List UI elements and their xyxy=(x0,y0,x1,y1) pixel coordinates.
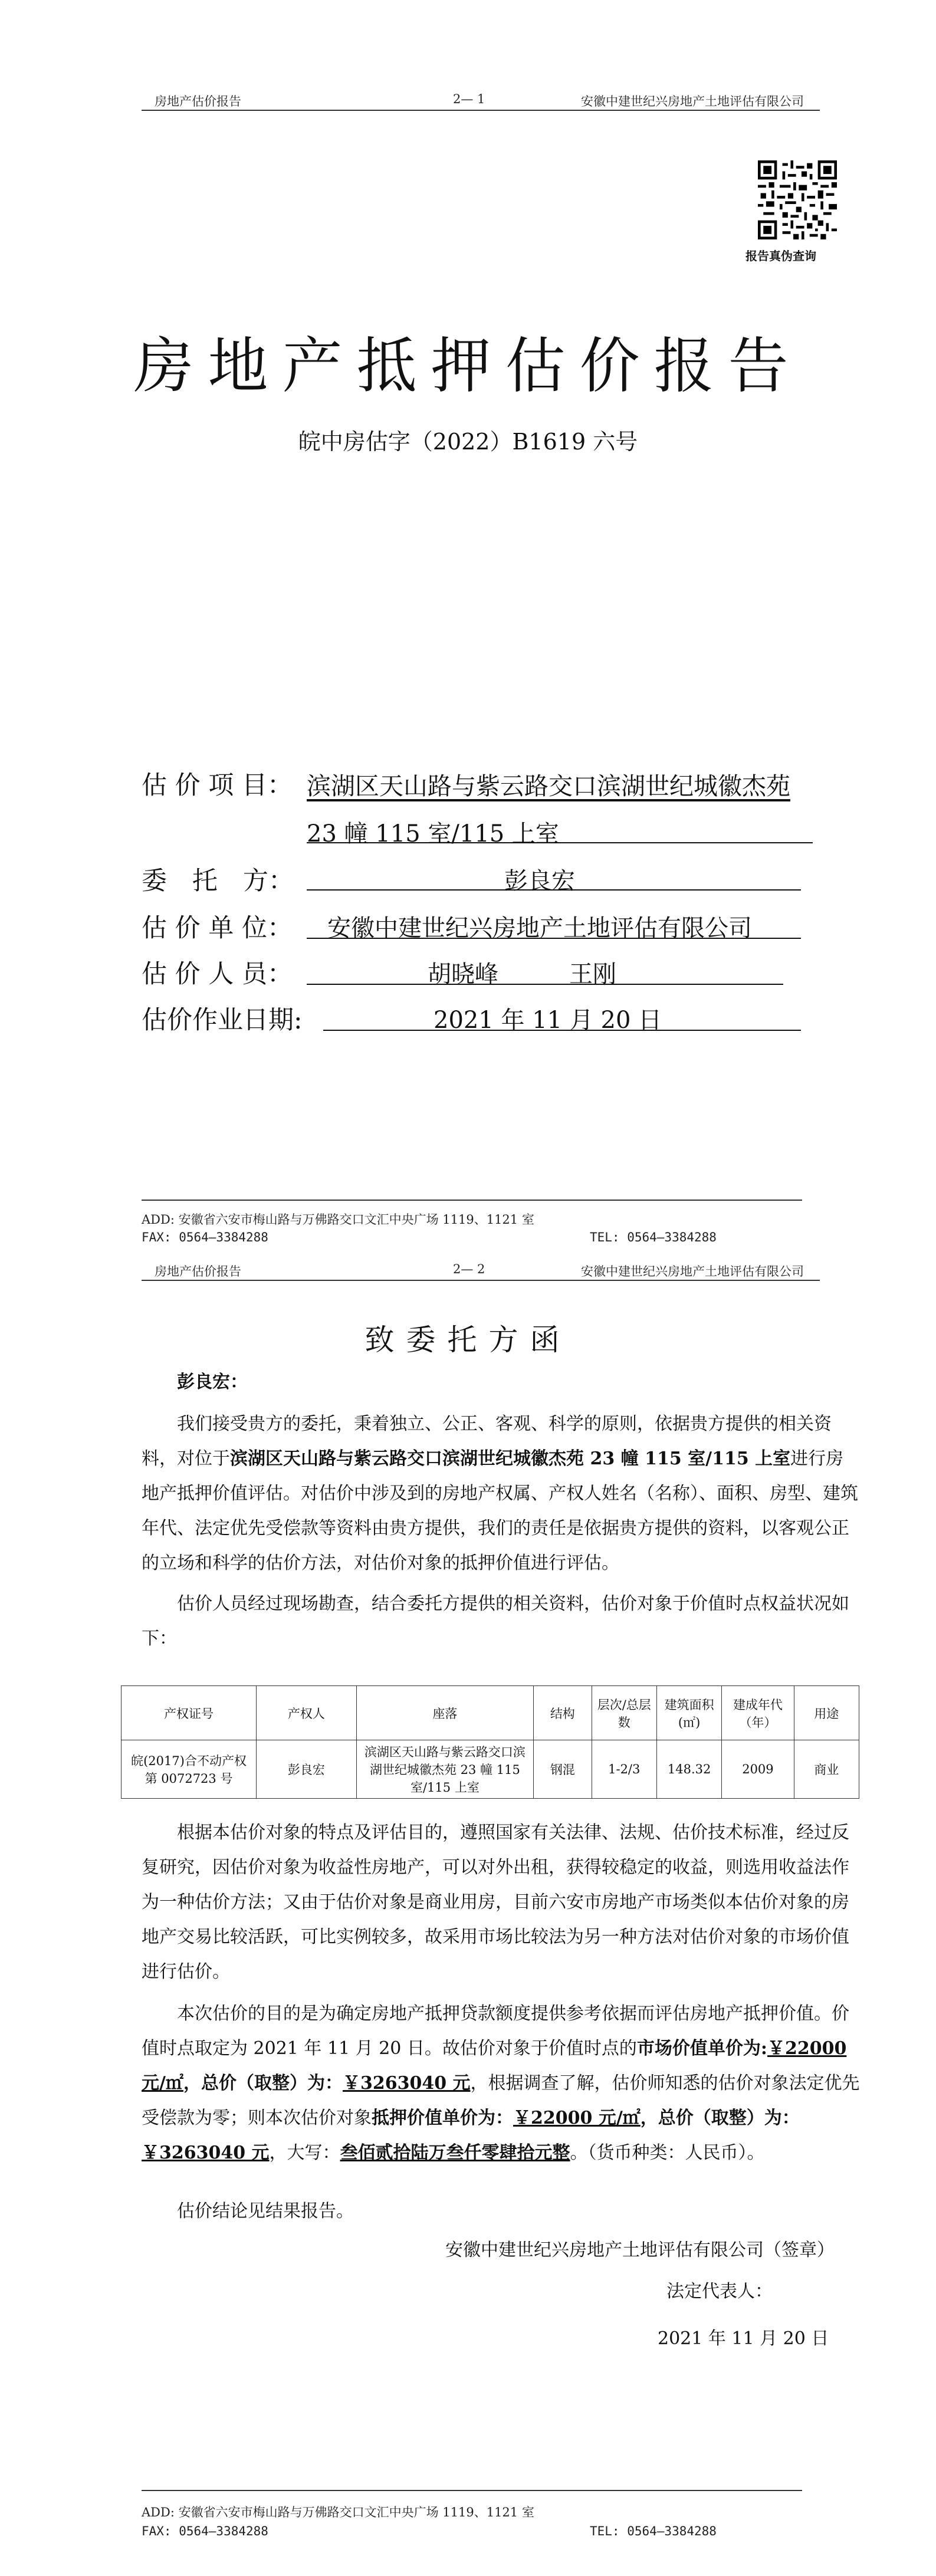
footer-tel: TEL: 0564—3384288 xyxy=(590,1230,717,1244)
signature-date: 2021 年 11 月 20 日 xyxy=(658,2328,829,2349)
appraiser-unit-value: 安徽中建世纪兴房地产土地评估有限公司 xyxy=(327,915,752,942)
mortgage-total-label: ，总价（取整）为： xyxy=(640,2108,800,2128)
table-header-cell: 层次/总层数 xyxy=(592,1686,656,1740)
project-label: 估 价 项 目： xyxy=(142,771,293,800)
market-total-value: ￥3263040 元 xyxy=(342,2073,471,2094)
header-right: 安徽中建世纪兴房地产土地评估有限公司 xyxy=(581,1264,804,1279)
letter-title: 致委托方函 xyxy=(364,1323,572,1357)
report-title: 房地产抵押估价报告 xyxy=(133,331,803,402)
salutation: 彭良宏： xyxy=(177,1372,248,1392)
mortgage-unit-price-value: ￥22000 元/㎡ xyxy=(513,2108,641,2128)
market-total-label: ，总价（取整）为： xyxy=(183,2073,343,2094)
header-divider xyxy=(142,110,820,111)
market-unit-price-value: ￥22000 元/㎡ xyxy=(142,2038,847,2094)
amount-in-words-label: ，大写： xyxy=(269,2143,340,2163)
document-number: 皖中房估字（2022）B1619 六号 xyxy=(298,429,638,455)
project-underline xyxy=(307,842,813,843)
footer-tel: TEL: 0564—3384288 xyxy=(590,2524,717,2538)
para1-property-address: 滨湖区天山路与紫云路交口滨湖世纪城徽杰苑 23 幢 115 室/115 上室 xyxy=(230,1448,791,1469)
table-cell: 钢混 xyxy=(534,1740,592,1799)
header-page-number: 2— 1 xyxy=(453,92,485,106)
appraisers-value: 胡晓峰 王刚 xyxy=(428,961,616,988)
header-left: 房地产估价报告 xyxy=(155,94,241,109)
footer-divider xyxy=(142,2490,802,2491)
header-right: 安徽中建世纪兴房地产土地评估有限公司 xyxy=(581,94,804,109)
paragraph-3 xyxy=(142,1815,861,1989)
table-cell: 2009 xyxy=(722,1740,794,1799)
appraisers-underline xyxy=(307,984,783,985)
para2-text: 估价人员经过现场勘查，结合委托方提供的相关资料，估价对象于价值时点权益状况如下： xyxy=(142,1593,849,1649)
footer-fax: FAX: 0564—3384288 xyxy=(142,1230,268,1244)
para5-text: 估价结论见结果报告。 xyxy=(177,2201,354,2222)
table-cell: 皖(2017)合不动产权第 0072723 号 xyxy=(121,1740,257,1799)
signature-company: 安徽中建世纪兴房地产土地评估有限公司（签章） xyxy=(445,2240,835,2260)
market-unit-price-label: 市场价值单价为: xyxy=(636,2038,767,2059)
legal-representative-label: 法定代表人： xyxy=(666,2281,773,2302)
table-header-cell: 建成年代（年） xyxy=(722,1686,794,1740)
table-cell: 商业 xyxy=(794,1740,859,1799)
appraiser-unit-underline xyxy=(307,938,801,939)
mortgage-total-value: ￥3263040 元 xyxy=(142,2143,270,2163)
paragraph-4 xyxy=(142,1996,861,2170)
table-cell: 彭良宏 xyxy=(257,1740,357,1799)
footer-address: ADD: 安徽省六安市梅山路与万佛路交口文汇中央广场 1119、1121 室 xyxy=(142,2505,534,2519)
para4-middle: ，根据调查了解，估价师知悉的估价对象法定优先受偿款为零；则本次估价对象 xyxy=(142,2073,860,2128)
table-header-cell: 结构 xyxy=(534,1686,592,1740)
paragraph-2 xyxy=(142,1586,861,1656)
work-date-label: 估价作业日期: xyxy=(142,1006,303,1035)
paragraph-5 xyxy=(142,2194,861,2229)
header-page-number: 2— 2 xyxy=(453,1262,485,1276)
header-left: 房地产估价报告 xyxy=(155,1264,241,1279)
qr-code-icon[interactable] xyxy=(758,160,837,239)
table-header-cell: 产权人 xyxy=(257,1686,357,1740)
table-header-row xyxy=(121,1686,859,1740)
mortgage-unit-price-label: 抵押价值单价为： xyxy=(372,2108,513,2128)
work-date-value: 2021 年 11 月 20 日 xyxy=(433,1007,662,1034)
currency-note: 。（货币种类：人民币）。 xyxy=(570,2143,765,2163)
footer-address: ADD: 安徽省六安市梅山路与万佛路交口文汇中央广场 1119、1121 室 xyxy=(142,1213,534,1227)
table-header-cell: 座落 xyxy=(356,1686,533,1740)
client-underline xyxy=(307,889,801,891)
table-header-cell: 产权证号 xyxy=(121,1686,257,1740)
appraiser-unit-label: 估 价 单 位： xyxy=(142,914,293,943)
client-value: 彭良宏 xyxy=(504,868,575,895)
para3-text: 根据本估价对象的特点及评估目的，遵照国家有关法律、法规、估价技术标准，经过反复研究，因估价对象为收益性房地产，可以对外出租，获得较稳定的收益，则选用收益法作为一种估价方法；又由于估价对象是商业用房，目前六安市房地产市场类似本估价对象的房地产交易比较活跃，可比实例较多，故采用市场比较法为另一种方法对估价对象的市场价值进行估价。 xyxy=(142,1822,849,1982)
appraisers-label: 估 价 人 员： xyxy=(142,960,293,989)
client-label: 委 托 方： xyxy=(142,866,294,896)
table-cell: 滨湖区天山路与紫云路交口滨湖世纪城徽杰苑 23 幢 115 室/115 上室 xyxy=(356,1740,533,1799)
header-divider xyxy=(142,1280,820,1281)
table-header-cell: 用途 xyxy=(794,1686,859,1740)
project-value-line1: 滨湖区天山路与紫云路交口滨湖世纪城徽杰苑 xyxy=(307,772,790,800)
work-date-underline xyxy=(323,1030,801,1031)
paragraph-1 xyxy=(142,1407,861,1581)
table-cell: 148.32 xyxy=(656,1740,721,1799)
table-cell: 1-2/3 xyxy=(592,1740,656,1799)
para1-body: 进行房地产抵押价值评估。对估价中涉及到的房地产权属、产权人姓名（名称）、面积、房型、建筑年代、法定优先受偿款等资料由贵方提供，我们的责任是依据贵方提供的资料，以客观公正的立场和科学的估价方法，对估价对象的抵押价值进行评估。 xyxy=(142,1448,858,1573)
para1-intro: 我们接受贵方的委托，秉着独立、公正、客观、科学的原则，依据贵方提供的相关资料，对位于 xyxy=(142,1414,832,1469)
footer-divider xyxy=(142,1200,802,1201)
amount-in-words-value: 叁佰贰拾陆万叁仟零肆拾元整 xyxy=(340,2143,570,2163)
table-header-cell: 建筑面积(㎡) xyxy=(656,1686,721,1740)
para4-intro: 本次估价的目的是为确定房地产抵押贷款额度提供参考依据而评估房地产抵押价值。价值时点取定为 2021 年 11 月 20 日。故估价对象于价值时点的 xyxy=(142,2003,849,2059)
table-row xyxy=(121,1740,859,1799)
project-value-line2: 23 幢 115 室/115 上室 xyxy=(307,820,559,847)
footer-fax: FAX: 0564—3384288 xyxy=(142,2524,268,2538)
qr-caption: 报告真伪查询 xyxy=(745,249,816,263)
property-table xyxy=(121,1685,859,1799)
